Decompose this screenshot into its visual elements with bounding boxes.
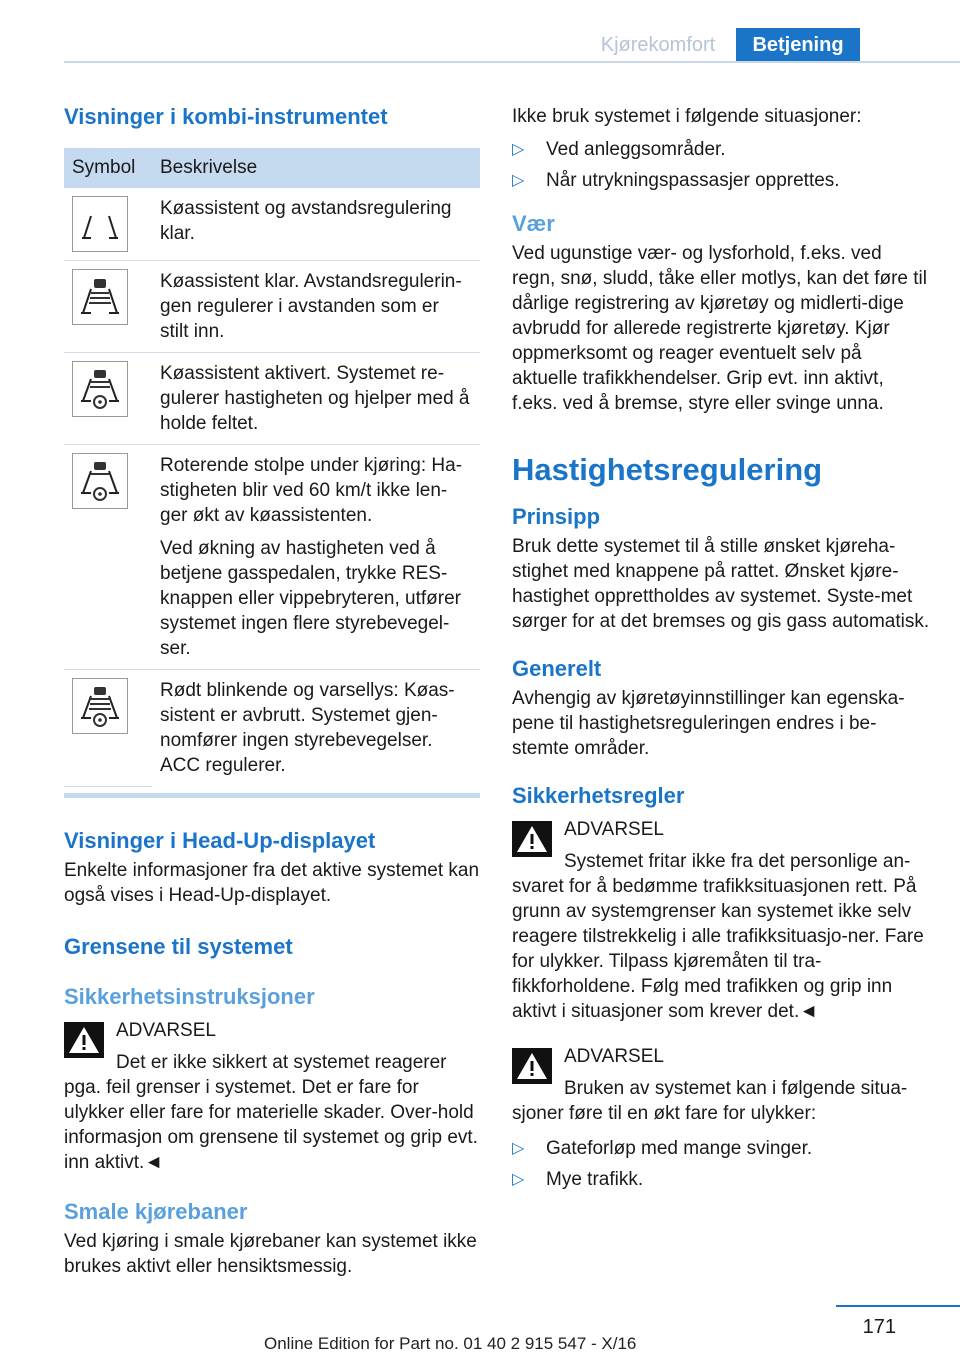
warning-box (512, 1044, 930, 1126)
row-description: Rødt blinkende og varsellys: Køas-sistent er avbrutt. Systemet gjen-nomfører ingen styrebevegelser. ACC regulerer. (160, 680, 455, 776)
heading-vaer: Vær (512, 211, 555, 236)
situation-list (512, 137, 930, 193)
warning-triangle-icon (64, 1022, 104, 1058)
list-item: ▷ Gateforløp med mange svinger. (512, 1138, 813, 1159)
paragraph-vaer: Ved ugunstige vær- og lysforhold, f.eks. ved regn, snø, sludd, tåke eller motlys, kan det føre til dårlige registrering av kjøretøy og midlerti-dige avbrudd for allerede registrerte kjøretøy. Kjør oppmerksomt og reager eventuelt selv på aktuelle trafikkhendelser. Grip evt. inn aktivt, f.eks. ved å bremse, styre eller svinge unna. (512, 243, 928, 414)
list-item: ▷ Når utrykningspassasjer opprettes. (512, 170, 840, 191)
warning-text: Det er ikke sikkert at systemet reagerer pga. feil grenser i systemet. Det er fare for ulykker eller fare for materielle skader. Over-hold informasjon om grensene til systemet og grip evt. inn aktivt.◄ (64, 1051, 478, 1173)
triangle-bullet-icon: ▷ (512, 1171, 525, 1188)
section-title-hastighetsregulering: Hastighetsregulering (512, 452, 823, 487)
warning-title: ADVARSEL (564, 819, 664, 840)
edition-footer: Online Edition for Part no. 01 40 2 915 547 - X/16 (264, 1334, 637, 1353)
footer-divider (836, 1305, 960, 1307)
row-description: Køassistent aktivert. Systemet re-gulerer hastigheten og hjelper med å holde feltet. (160, 363, 470, 434)
warning-triangle-icon (512, 1048, 552, 1084)
paragraph-prinsipp: Bruk dette systemet til å stille ønsket kjøreha-stighet med knappene på rattet. Ønsket kjøre-hastighet opprettholdes av systemet. Syste-met sørger for at det bremses og gis gass automatisk. (512, 536, 930, 632)
heading-kombi: Visninger i kombi-instrumentet (64, 104, 388, 129)
warning-triangle-icon (512, 821, 552, 857)
table-row (64, 353, 480, 445)
car-lane-steering-icon (72, 361, 128, 417)
car-lane-steering-warning-icon (72, 678, 128, 734)
row-description: Roterende stolpe under kjøring: Ha-stigheten blir ved 60 km/t ikke len-ger økt av køassistenten. (160, 455, 463, 526)
triangle-bullet-icon: ▷ (512, 141, 525, 158)
warning-box (512, 817, 930, 1024)
paragraph-hud: Enkelte informasjoner fra det aktive systemet kan også vises i Head-Up-displayet. (64, 859, 480, 906)
heading-hud: Visninger i Head-Up-displayet (64, 827, 376, 853)
page-number: 171 (862, 1316, 896, 1338)
heading-generelt: Generelt (512, 656, 602, 681)
warning-box (64, 1018, 480, 1175)
paragraph-smale: Ved kjøring i smale kjørebaner kan systemet ikke brukes aktivt eller hensiktsmessig. (64, 1230, 477, 1277)
table-row (64, 445, 480, 670)
table-end-rule (64, 793, 480, 798)
warning-title: ADVARSEL (564, 1046, 664, 1067)
chapter-tab-betjening[interactable]: Betjening (736, 28, 860, 62)
page-header (0, 0, 960, 62)
car-lane-icon (72, 269, 128, 325)
heading-prinsipp: Prinsipp (512, 504, 601, 529)
list-item: ▷ Ved anleggsområder. (512, 139, 726, 160)
symbol-table (64, 148, 480, 787)
triangle-bullet-icon: ▷ (512, 172, 525, 189)
warning-title: ADVARSEL (116, 1019, 216, 1041)
warning-text: Systemet fritar ikke fra det personlige an-svaret for å bedømme trafikksituasjonen rett. På grunn av systemgrenser kan systemet ikke selv reagere tilstrekkelig i alle trafikksituasjo-ner. Fare for ulykker. Tilpass kjøremåten til tra-fikkforholdene. Følg med trafikken og grip inn aktivt i situasjoner som krever det.◄ (512, 851, 924, 1022)
heading-sikkerhetsinstruksjoner: Sikkerhetsinstruksjoner (64, 983, 315, 1009)
lane-lines-icon (72, 196, 128, 252)
right-column (512, 100, 930, 1198)
paragraph-generelt: Avhengig av kjøretøyinnstillinger kan egenska-pene til hastighetsreguleringen endres i be-stemte områder. (512, 688, 905, 759)
triangle-bullet-icon: ▷ (512, 1140, 525, 1157)
list-item: ▷ Mye trafikk. (512, 1169, 644, 1190)
warning-text: Bruken av systemet kan i følgende situa-sjoner føre til en økt fare for ulykker: (512, 1078, 908, 1124)
table-header-symbol: Symbol (64, 148, 152, 188)
left-column (64, 100, 480, 1279)
car-lane-steering-icon (72, 453, 128, 509)
heading-smale: Smale kjørebaner (64, 1198, 248, 1224)
row-description-continued: Ved økning av hastigheten ved å betjene gasspedalen, trykke RES-knappen eller vippebryteren, utfører systemet ingen flere styrebevegel-ser. (160, 538, 461, 659)
paragraph-ikke-bruk: Ikke bruk systemet i følgende situasjoner: (512, 106, 862, 127)
row-description: Køassistent klar. Avstandsregulerin-gen regulerer i avstanden som er stilt inn. (160, 271, 462, 342)
risk-list (512, 1136, 930, 1192)
table-row (64, 188, 480, 261)
table-header-description: Beskrivelse (152, 148, 480, 188)
heading-sikkerhetsregler: Sikkerhetsregler (512, 783, 685, 808)
header-divider (64, 61, 960, 63)
row-description: Køassistent og avstandsregulering klar. (160, 198, 452, 244)
heading-grenser: Grensene til systemet (64, 933, 293, 959)
table-row (64, 261, 480, 353)
table-row (64, 670, 480, 787)
chapter-tab-kjorekomfort[interactable]: Kjørekomfort (600, 33, 716, 56)
